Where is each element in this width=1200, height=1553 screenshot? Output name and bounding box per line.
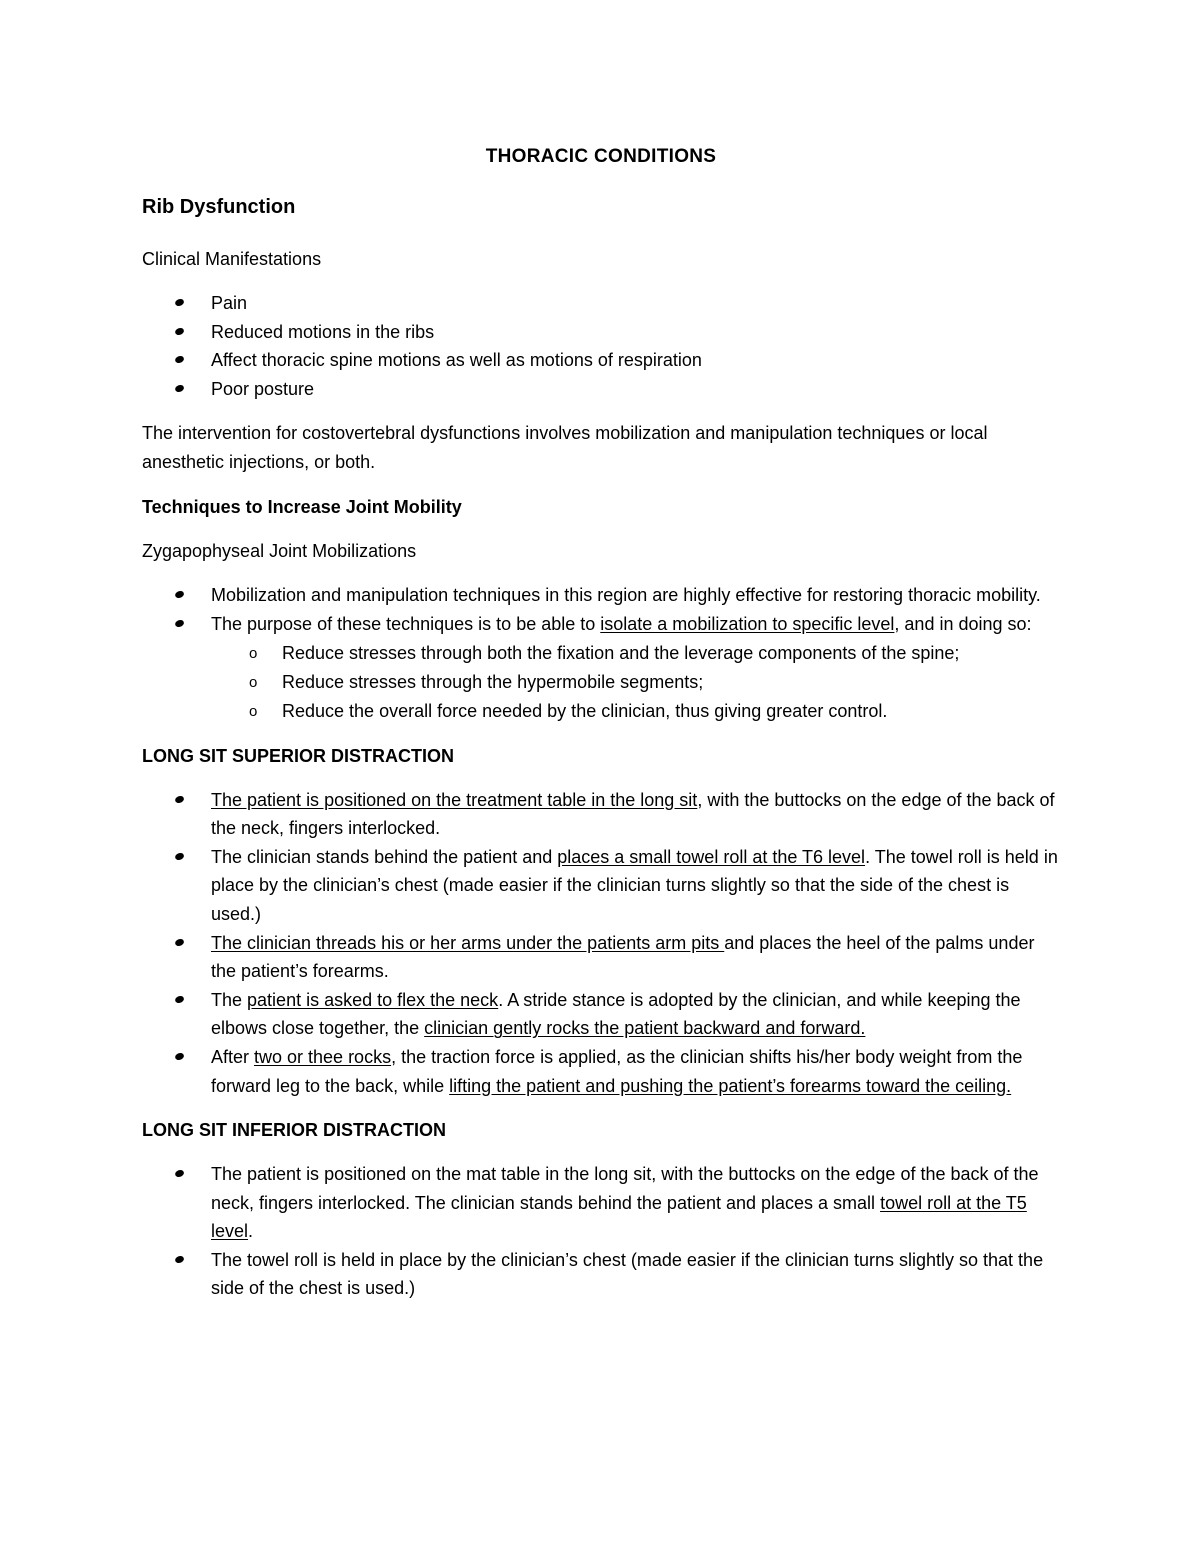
section-heading-inferior-distraction: LONG SIT INFERIOR DISTRACTION	[142, 1120, 446, 1141]
bullet-icon	[174, 298, 185, 307]
bullet-icon	[174, 384, 185, 393]
bullet-icon	[174, 995, 185, 1004]
bullet-icon	[174, 1052, 185, 1061]
mobilization-list	[142, 581, 1060, 725]
sub-list-item: o Reduce stresses through both the fixation and the leverage components of the spine;	[211, 639, 1060, 668]
inferior-distraction-list	[142, 1160, 1060, 1303]
list-item: Reduced motions in the ribs	[142, 318, 1060, 347]
list-item: After two or thee rocks, the traction force is applied, as the clinician shifts his/her body weight from the forward leg to the back, while lifting the patient and pushing the patient’s forearms toward the ceiling.	[142, 1043, 1060, 1100]
list-item: Affect thoracic spine motions as well as motions of respiration	[142, 346, 1060, 375]
list-item: Poor posture	[142, 375, 1060, 404]
list-item: The clinician threads his or her arms under the patients arm pits and places the heel of the palms under the patient’s forearms.	[142, 929, 1060, 986]
bullet-icon	[174, 937, 185, 946]
section-heading-joint-mobility: Techniques to Increase Joint Mobility	[142, 497, 462, 518]
list-item: The patient is positioned on the mat table in the long sit, with the buttocks on the edge of the back of the neck, fingers interlocked. The clinician stands behind the patient and places a small towel roll at the T5 level.	[142, 1160, 1060, 1246]
circle-bullet-icon: o	[249, 644, 258, 662]
circle-bullet-icon: o	[249, 673, 258, 691]
intervention-paragraph: The intervention for costovertebral dysfunctions involves mobilization and manipulation techniques or local anesthetic injections, or both.	[142, 423, 988, 473]
section-heading-superior-distraction: LONG SIT SUPERIOR DISTRACTION	[142, 745, 455, 766]
section-heading-rib-dysfunction: Rib Dysfunction	[142, 196, 296, 218]
list-item: The patient is positioned on the treatment table in the long sit, with the buttocks on the edge of the back of the neck, fingers interlocked.	[142, 786, 1060, 843]
bullet-icon	[174, 1255, 185, 1264]
list-item: Pain	[142, 289, 1060, 318]
bullet-icon	[174, 1169, 185, 1178]
clinical-manifestations-list	[142, 289, 1060, 403]
sub-list	[211, 639, 1060, 726]
sub-list-item: o Reduce stresses through the hypermobile segments;	[211, 668, 1060, 697]
bullet-icon	[174, 794, 185, 803]
page-title: THORACIC CONDITIONS	[485, 146, 717, 167]
list-item: The towel roll is held in place by the clinician’s chest (made easier if the clinician turns slightly so that the side of the chest is used.)	[142, 1246, 1060, 1303]
circle-bullet-icon: o	[249, 702, 258, 720]
bullet-icon	[174, 852, 185, 861]
list-item: The clinician stands behind the patient and places a small towel roll at the T6 level. The towel roll is held in place by the clinician’s chest (made easier if the clinician turns slightly so that the side of the chest is used.)	[142, 843, 1060, 929]
sub-list-item: o Reduce the overall force needed by the clinician, thus giving greater control.	[211, 697, 1060, 726]
list-item: The patient is asked to flex the neck. A stride stance is adopted by the clinician, and while keeping the elbows close together, the clinician gently rocks the patient backward and forward.	[142, 986, 1060, 1043]
list-item: The purpose of these techniques is to be able to isolate a mobilization to specific level, and in doing so: o Reduce stresses through both the fixation and the leverage components of the spine; o Reduce stresses through the hypermobile segments; o Reduce the overall force needed by the clinician, thus giving greater control.	[142, 610, 1060, 726]
subheading-clinical-manifestations: Clinical Manifestations	[142, 249, 322, 269]
bullet-icon	[174, 619, 185, 628]
list-item: Mobilization and manipulation techniques in this region are highly effective for restoring thoracic mobility.	[142, 581, 1060, 610]
superior-distraction-list	[142, 786, 1060, 1101]
bullet-icon	[174, 326, 185, 335]
bullet-icon	[174, 355, 185, 364]
bullet-icon	[174, 590, 185, 599]
subheading-zygapophyseal: Zygapophyseal Joint Mobilizations	[142, 541, 417, 562]
